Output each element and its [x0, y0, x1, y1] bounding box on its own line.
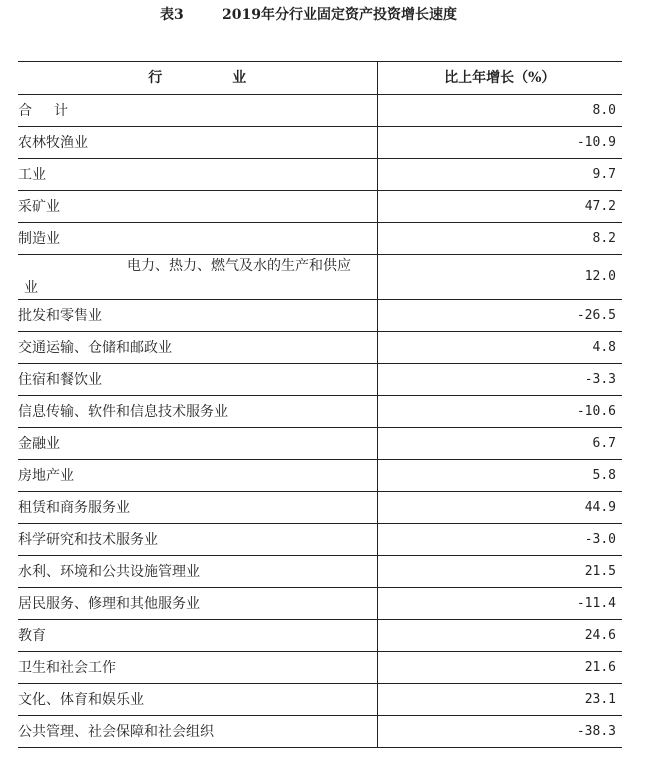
growth-value: 24.6: [377, 620, 622, 652]
table-row: [18, 652, 622, 684]
growth-value: -11.4: [377, 588, 622, 620]
industry-label: 农林牧渔业: [18, 127, 377, 159]
industry-label: 采矿业: [18, 191, 377, 223]
growth-value: 5.8: [377, 460, 622, 492]
table-row: [18, 588, 622, 620]
growth-value: -3.0: [377, 524, 622, 556]
growth-value: -10.9: [377, 127, 622, 159]
industry-label: 居民服务、修理和其他服务业: [18, 588, 377, 620]
table-row: [18, 396, 622, 428]
growth-value: 12.0: [377, 255, 622, 300]
total-row: [18, 95, 622, 127]
industry-label: 工业: [18, 159, 377, 191]
growth-value: 4.8: [377, 332, 622, 364]
industry-header-char-1: 行: [148, 70, 163, 86]
table-row: [18, 460, 622, 492]
growth-value: -38.3: [377, 716, 622, 748]
table-row: [18, 684, 622, 716]
growth-value: -10.6: [377, 396, 622, 428]
table-row: [18, 127, 622, 159]
industry-label: 科学研究和技术服务业: [18, 524, 377, 556]
industry-label: 水利、环境和公共设施管理业: [18, 556, 377, 588]
table-row: [18, 524, 622, 556]
growth-value: 47.2: [377, 191, 622, 223]
table-row: [18, 428, 622, 460]
growth-value: 23.1: [377, 684, 622, 716]
table-row: [18, 223, 622, 255]
table-row: [18, 492, 622, 524]
industry-label-cell: [18, 255, 377, 300]
growth-value: 21.6: [377, 652, 622, 684]
total-label-char-1: 合: [18, 102, 32, 119]
growth-column-header: 比上年增长（%）: [377, 62, 622, 95]
table-title: [0, 4, 650, 24]
table-row: [18, 159, 622, 191]
table-row: [18, 716, 622, 748]
total-label-char-2: 计: [54, 102, 68, 119]
table-row: [18, 620, 622, 652]
industry-label: 房地产业: [18, 460, 377, 492]
industry-label: 金融业: [18, 428, 377, 460]
growth-table: [18, 61, 622, 748]
table-row: [18, 255, 622, 300]
growth-value: 9.7: [377, 159, 622, 191]
growth-value: -3.3: [377, 364, 622, 396]
industry-label: 批发和零售业: [18, 300, 377, 332]
industry-label: 卫生和社会工作: [18, 652, 377, 684]
table-row: [18, 556, 622, 588]
growth-value: 21.5: [377, 556, 622, 588]
industry-header-char-2: 业: [232, 70, 247, 86]
table-row: [18, 191, 622, 223]
total-value: 8.0: [377, 95, 622, 127]
table-row: [18, 300, 622, 332]
growth-value: -26.5: [377, 300, 622, 332]
growth-value: 44.9: [377, 492, 622, 524]
industry-label: 制造业: [18, 223, 377, 255]
growth-value: 6.7: [377, 428, 622, 460]
table-number: 表3: [160, 7, 184, 23]
industry-label: 文化、体育和娱乐业: [18, 684, 377, 716]
industry-column-header: [18, 62, 377, 95]
industry-label: 租赁和商务服务业: [18, 492, 377, 524]
table-row: [18, 332, 622, 364]
total-label: [18, 95, 377, 127]
growth-value: 8.2: [377, 223, 622, 255]
industry-label: 教育: [18, 620, 377, 652]
table-row: [18, 364, 622, 396]
industry-label: 公共管理、社会保障和社会组织: [18, 716, 377, 748]
header-row: [18, 62, 622, 95]
industry-label: 交通运输、仓储和邮政业: [18, 332, 377, 364]
industry-label: 电力、热力、燃气及水的生产和供应业: [24, 258, 351, 296]
industry-label: 住宿和餐饮业: [18, 364, 377, 396]
table-title-text: 2019年分行业固定资产投资增长速度: [222, 7, 457, 23]
industry-label: 信息传输、软件和信息技术服务业: [18, 396, 377, 428]
